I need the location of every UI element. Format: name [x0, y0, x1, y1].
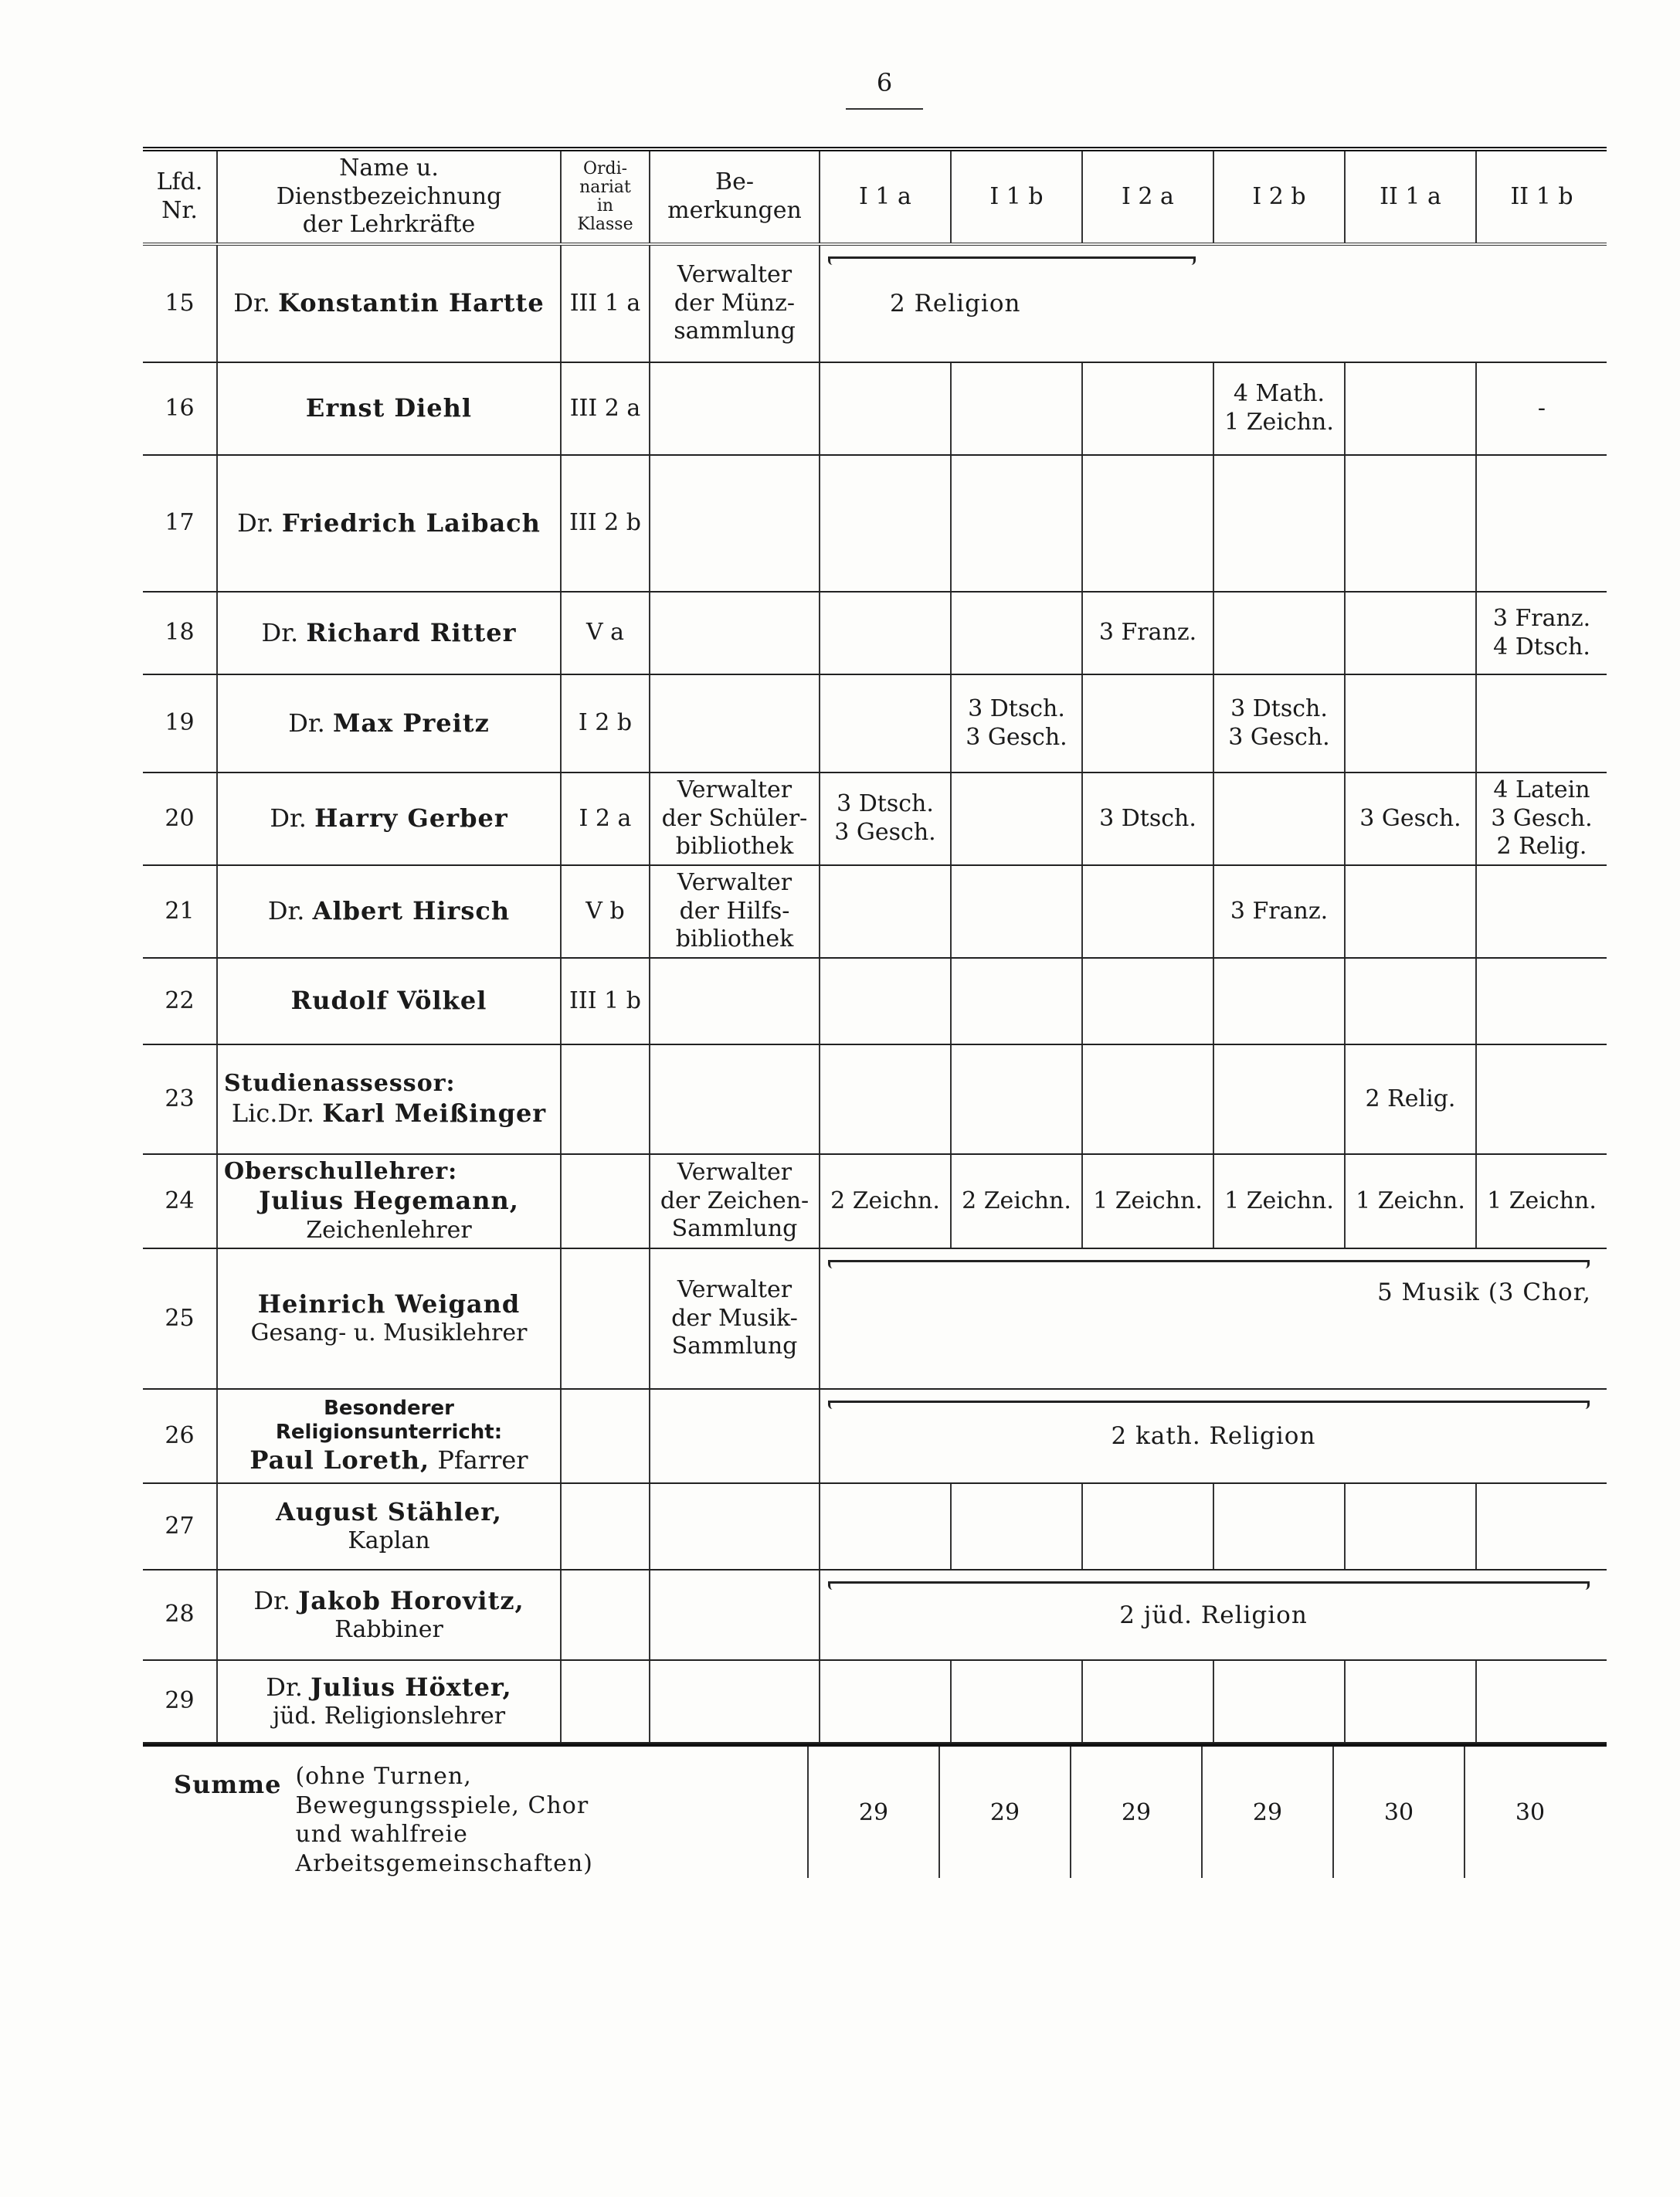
teacher-category: Oberschullehrer:	[224, 1157, 458, 1185]
row-number: 25	[165, 1304, 195, 1332]
table-row	[143, 1661, 1607, 1744]
class-hours-cell	[1475, 593, 1607, 674]
class-hours-cell	[1475, 1661, 1607, 1742]
header-class-6: II 1 b	[1475, 151, 1607, 243]
bemerkung-cell	[649, 246, 819, 362]
class-hours-cell	[819, 363, 950, 454]
teacher-name-cell	[216, 1045, 560, 1153]
summe-note-line1: (ohne Turnen, Bewegungsspiele, Chor	[295, 1763, 589, 1819]
ordinariat-klasse	[560, 1045, 649, 1153]
class-hours-cell	[819, 1045, 950, 1153]
teacher-name-prefix: Dr.	[267, 896, 305, 926]
class-hours-cell	[1475, 456, 1607, 591]
teacher-name-line	[266, 1672, 511, 1703]
brace-line	[828, 256, 1196, 265]
teacher-name: Jakob Horovitz,	[298, 1585, 524, 1615]
class-hours-line: 4 Math.	[1233, 380, 1325, 408]
bemerkung-cell	[649, 593, 819, 674]
class-hours-cell	[1081, 1155, 1213, 1248]
class-hours-line: 3 Gesch.	[966, 723, 1067, 751]
class-hours-cell	[950, 1484, 1081, 1569]
class-hours-cell	[1081, 363, 1213, 454]
ordinariat-klasse: V b	[560, 866, 649, 957]
class-hours-cell	[1081, 456, 1213, 591]
class-hours-cell	[819, 773, 950, 864]
teacher-name-cell	[216, 959, 560, 1044]
class-hours-cell	[950, 773, 1081, 864]
header-name-line1: Name u. Dienstbezeichnung	[276, 155, 502, 210]
class-hours-line: 3 Franz.	[1492, 604, 1591, 632]
class-hours-cell	[1344, 593, 1475, 674]
row-number: 18	[165, 619, 195, 647]
table-row	[143, 959, 1607, 1045]
bemerkung-line: Sammlung	[671, 1333, 798, 1360]
teacher-name-line	[253, 1586, 524, 1616]
ordinariat-klasse: III 1 a	[560, 246, 649, 362]
merged-class-span	[819, 246, 1607, 362]
ordinariat-klasse: I 2 a	[560, 773, 649, 864]
class-hours-line: 2 Zeichn.	[962, 1187, 1071, 1214]
ordinariat-klasse: V a	[560, 593, 649, 674]
teacher-name-line	[270, 803, 507, 834]
table-row	[143, 773, 1607, 866]
teacher-assignment-table	[143, 147, 1607, 1877]
table-row	[143, 456, 1607, 593]
teacher-name: Paul Loreth,	[249, 1445, 430, 1475]
class-hours-cell	[1344, 866, 1475, 957]
class-hours-cell	[819, 593, 950, 674]
bemerkung-cell	[649, 1570, 819, 1659]
table-header-row	[143, 151, 1607, 246]
bemerkung-cell	[649, 866, 819, 957]
bemerkung-line: bibliothek	[675, 925, 794, 953]
class-hours-line: 1 Zeichn.	[1487, 1187, 1597, 1214]
class-hours-line: 1 Zeichn.	[1224, 409, 1334, 436]
teacher-name-line	[237, 508, 541, 538]
class-hours-cell	[1213, 1045, 1344, 1153]
teacher-category: Studienassessor:	[224, 1070, 456, 1098]
table-row	[143, 675, 1607, 773]
class-hours-line: 3 Dtsch.	[968, 694, 1065, 722]
class-hours-line: 3 Gesch.	[1228, 723, 1330, 751]
row-number: 16	[165, 394, 195, 422]
teacher-name-cell	[216, 675, 560, 772]
table-row	[143, 1570, 1607, 1661]
teacher-name: August Stähler,	[276, 1497, 502, 1527]
class-hours-cell	[1213, 959, 1344, 1044]
header-name	[216, 151, 560, 243]
merged-span-text: 2 kath. Religion	[1111, 1422, 1316, 1450]
class-hours-line: 3 Franz.	[1230, 897, 1329, 925]
class-hours-cell	[1213, 866, 1344, 957]
class-hours-cell	[950, 1155, 1081, 1248]
bemerkung-line: der Schüler-	[661, 804, 808, 832]
page-number: 6	[876, 68, 893, 97]
class-hours-cell	[1213, 1661, 1344, 1742]
teacher-name-line	[291, 986, 487, 1016]
bemerkung-cell	[649, 1249, 819, 1388]
header-class-1: I 1 a	[819, 151, 950, 243]
bemerkung-cell	[649, 363, 819, 454]
teacher-name-cell	[216, 1570, 560, 1659]
table-body	[143, 246, 1607, 1744]
table-row	[143, 1249, 1607, 1390]
class-hours-cell	[819, 959, 950, 1044]
class-hours-line: 3 Gesch.	[834, 819, 936, 846]
teacher-name-cell	[216, 1249, 560, 1388]
class-hours-cell	[1344, 1045, 1475, 1153]
class-hours-line: 4 Dtsch.	[1493, 633, 1590, 660]
class-hours-cell	[1081, 1045, 1213, 1153]
class-hours-line: 1 Zeichn.	[1093, 1187, 1203, 1214]
class-hours-cell	[819, 1661, 950, 1742]
summe-note	[295, 1762, 637, 1878]
class-hours-cell	[950, 363, 1081, 454]
teacher-name-prefix: Lic.Dr.	[231, 1098, 315, 1128]
row-number: 21	[165, 897, 195, 925]
teacher-name-cell	[216, 1155, 560, 1248]
row-number: 26	[165, 1421, 195, 1449]
class-hours-cell	[1344, 363, 1475, 454]
teacher-name-cell	[216, 1661, 560, 1742]
teacher-name: Karl Meißinger	[322, 1098, 547, 1128]
ordinariat-klasse	[560, 1570, 649, 1659]
teacher-name-prefix: Dr.	[266, 1672, 303, 1702]
class-hours-cell	[1081, 959, 1213, 1044]
merged-class-span	[819, 1570, 1607, 1659]
teacher-name-cell	[216, 246, 560, 362]
class-hours-line: 3 Dtsch.	[837, 790, 934, 818]
class-hours-cell	[1081, 1484, 1213, 1569]
header-ordinariat-line4: Klasse	[577, 215, 633, 235]
bemerkung-cell	[649, 1045, 819, 1153]
class-hours-cell	[1475, 1155, 1607, 1248]
bemerkung-cell	[649, 456, 819, 591]
summe-row	[143, 1744, 1607, 1877]
header-bemerkungen	[649, 151, 819, 243]
bemerkung-line: der Zeichen-	[660, 1187, 809, 1214]
teacher-name-line	[262, 618, 517, 648]
teacher-name: Friedrich Laibach	[281, 508, 541, 538]
class-hours-cell	[950, 675, 1081, 772]
class-hours-cell	[819, 675, 950, 772]
teacher-name-line	[232, 1098, 546, 1129]
class-hours-cell	[1344, 675, 1475, 772]
header-ordinariat-line1: Ordi-	[582, 158, 628, 178]
class-hours-line: 3 Franz.	[1098, 619, 1197, 647]
bemerkung-cell	[649, 1390, 819, 1482]
teacher-name: Richard Ritter	[306, 617, 517, 647]
header-ordinariat-line3: in	[596, 196, 614, 216]
teacher-name: Harry Gerber	[314, 803, 508, 834]
row-number: 23	[165, 1085, 195, 1112]
class-hours-line: 3 Dtsch.	[1230, 694, 1328, 722]
class-hours-cell	[1344, 959, 1475, 1044]
class-hours-cell	[1475, 1484, 1607, 1569]
bemerkung-line: Verwalter	[677, 1159, 792, 1187]
merged-class-span	[819, 1249, 1607, 1388]
teacher-name-cell	[216, 1484, 560, 1569]
class-hours-cell	[1344, 773, 1475, 864]
teacher-title: Zeichenlehrer	[306, 1216, 472, 1244]
header-ordinariat	[560, 151, 649, 243]
bemerkung-cell	[649, 1484, 819, 1569]
class-hours-cell	[1081, 593, 1213, 674]
class-hours-line: 1 Zeichn.	[1224, 1187, 1334, 1214]
teacher-name: Rudolf Völkel	[290, 986, 487, 1016]
bemerkung-line: Verwalter	[677, 1276, 792, 1304]
merged-class-span	[819, 1390, 1607, 1482]
summe-note-line2: und wahlfreie Arbeitsgemeinschaften)	[295, 1821, 593, 1877]
row-number: 17	[165, 509, 195, 537]
header-bemerkungen-line2: merkungen	[667, 197, 802, 224]
bemerkung-line: der Münz-	[674, 289, 796, 317]
class-hours-cell	[1213, 363, 1344, 454]
teacher-name-cell	[216, 593, 560, 674]
class-hours-cell	[1475, 1045, 1607, 1153]
teacher-title: jüd. Religionslehrer	[272, 1702, 506, 1730]
header-bemerkungen-line1: Be-	[715, 168, 754, 196]
teacher-name: Albert Hirsch	[312, 896, 511, 926]
summe-label: Summe	[174, 1770, 282, 1799]
summe-value: 30	[1464, 1747, 1595, 1878]
class-hours-cell	[950, 1661, 1081, 1742]
ordinariat-klasse	[560, 1155, 649, 1248]
teacher-name-line	[233, 288, 544, 318]
summe-value: 29	[807, 1747, 938, 1878]
class-hours-cell	[1081, 675, 1213, 772]
ordinariat-klasse: III 1 b	[560, 959, 649, 1044]
ordinariat-klasse	[560, 1249, 649, 1388]
class-hours-cell	[950, 456, 1081, 591]
teacher-name-prefix: Dr.	[233, 288, 270, 318]
class-hours-cell	[1344, 1155, 1475, 1248]
page-number-rule	[846, 108, 923, 110]
bemerkung-cell	[649, 675, 819, 772]
teacher-title: Gesang- u. Musiklehrer	[250, 1319, 528, 1347]
teacher-name-line	[276, 1497, 502, 1527]
table-row	[143, 1390, 1607, 1484]
header-name-line2: der Lehrkräfte	[302, 211, 476, 239]
brace-line	[828, 1401, 1590, 1409]
bemerkung-line: der Hilfs-	[679, 897, 790, 925]
bemerkung-line: Verwalter	[677, 869, 792, 897]
class-hours-cell	[1213, 675, 1344, 772]
merged-span-text: 2 jüd. Religion	[1119, 1601, 1308, 1629]
header-class-2: I 1 b	[950, 151, 1081, 243]
class-hours-line: 2 Relig.	[1496, 833, 1587, 861]
header-lfd-label: Lfd.	[156, 168, 203, 196]
brace-line	[828, 1260, 1590, 1268]
teacher-name-cell	[216, 456, 560, 591]
table-row	[143, 246, 1607, 363]
teacher-name-suffix: Pfarrer	[437, 1445, 528, 1475]
bemerkung-cell	[649, 773, 819, 864]
teacher-name-cell	[216, 866, 560, 957]
teacher-name-prefix: Dr.	[270, 803, 307, 834]
teacher-title: Rabbiner	[334, 1615, 443, 1643]
row-number: 19	[165, 709, 195, 737]
brace-line	[828, 1581, 1590, 1590]
class-hours-cell	[819, 456, 950, 591]
bemerkung-cell	[649, 1155, 819, 1248]
teacher-name: Ernst Diehl	[305, 393, 473, 423]
teacher-name-cell	[216, 1390, 560, 1482]
header-lfd-nr	[143, 151, 216, 243]
teacher-name: Max Preitz	[333, 708, 490, 738]
row-number: 20	[165, 804, 195, 832]
class-hours-cell	[1213, 593, 1344, 674]
class-hours-line: 3 Gesch.	[1491, 804, 1593, 832]
summe-value: 30	[1332, 1747, 1464, 1878]
merged-span-text: 5 Musik (3 Chor,	[1376, 1278, 1591, 1306]
class-hours-cell	[1344, 456, 1475, 591]
summe-value: 29	[938, 1747, 1070, 1878]
class-hours-cell	[1213, 1484, 1344, 1569]
teacher-name: Julius Höxter,	[311, 1672, 512, 1702]
class-hours-cell	[1213, 1155, 1344, 1248]
class-hours-cell	[1475, 363, 1607, 454]
row-number: 27	[165, 1512, 195, 1540]
class-hours-cell	[819, 1484, 950, 1569]
class-hours-cell	[1213, 773, 1344, 864]
bemerkung-line: Verwalter	[677, 261, 792, 289]
teacher-name: Konstantin Hartte	[278, 288, 545, 318]
ordinariat-klasse	[560, 1484, 649, 1569]
table-row	[143, 593, 1607, 675]
teacher-name-line	[258, 1289, 521, 1319]
summe-value: 29	[1070, 1747, 1201, 1878]
teacher-name: Heinrich Weigand	[257, 1289, 521, 1319]
ordinariat-klasse: III 2 b	[560, 456, 649, 591]
teacher-name-line	[249, 1445, 528, 1475]
row-number: 22	[165, 986, 195, 1014]
class-hours-cell	[1475, 959, 1607, 1044]
bemerkung-line: Sammlung	[671, 1215, 798, 1243]
class-hours-cell	[1081, 773, 1213, 864]
table-row	[143, 866, 1607, 959]
teacher-name-prefix: Dr.	[237, 508, 274, 538]
row-number: 29	[165, 1687, 195, 1715]
class-hours-line: 2 Relig.	[1365, 1085, 1456, 1112]
bemerkung-line: der Musik-	[671, 1304, 798, 1332]
class-hours-line: -	[1537, 394, 1546, 422]
class-hours-line: 2 Zeichn.	[830, 1187, 940, 1214]
class-hours-cell	[819, 1155, 950, 1248]
bemerkung-cell	[649, 959, 819, 1044]
header-ordinariat-line2: nariat	[579, 177, 631, 197]
summe-empty	[637, 1747, 807, 1878]
class-hours-cell	[1475, 675, 1607, 772]
row-number: 24	[165, 1187, 195, 1214]
teacher-name-prefix: Dr.	[261, 617, 299, 647]
ordinariat-klasse	[560, 1661, 649, 1742]
header-class-5: II 1 a	[1344, 151, 1475, 243]
class-hours-line: 1 Zeichn.	[1356, 1187, 1465, 1214]
class-hours-cell	[1081, 1661, 1213, 1742]
header-nr-label: Nr.	[161, 197, 198, 224]
class-hours-line: 4 Latein	[1493, 776, 1590, 804]
teacher-category: Besonderer Religionsunterricht:	[275, 1396, 503, 1445]
merged-span-text: 2 Religion	[890, 290, 1021, 317]
row-number: 28	[165, 1601, 195, 1628]
class-hours-cell	[1344, 1661, 1475, 1742]
class-hours-cell	[1213, 456, 1344, 591]
summe-value: 29	[1201, 1747, 1332, 1878]
class-hours-cell	[819, 866, 950, 957]
bemerkung-line: sammlung	[674, 317, 796, 345]
ordinariat-klasse	[560, 1390, 649, 1482]
row-number: 15	[165, 289, 195, 317]
summe-label-cell	[143, 1747, 637, 1878]
class-hours-cell	[1344, 1484, 1475, 1569]
teacher-name-line	[306, 393, 472, 423]
class-hours-cell	[950, 959, 1081, 1044]
class-hours-line: 3 Gesch.	[1359, 804, 1461, 832]
teacher-name: Julius Hegemann,	[259, 1186, 519, 1216]
bemerkung-line: Verwalter	[677, 776, 792, 804]
class-hours-cell	[950, 866, 1081, 957]
table-row	[143, 1155, 1607, 1249]
class-hours-cell	[1475, 866, 1607, 957]
bemerkung-line: bibliothek	[675, 833, 794, 861]
header-class-3: I 2 a	[1081, 151, 1213, 243]
teacher-name-line	[259, 1186, 519, 1216]
class-hours-cell	[950, 1045, 1081, 1153]
teacher-name-cell	[216, 363, 560, 454]
teacher-name-line	[288, 708, 490, 739]
header-class-4: I 2 b	[1213, 151, 1344, 243]
table-row	[143, 363, 1607, 456]
teacher-name-prefix: Dr.	[253, 1585, 290, 1615]
teacher-name-line	[268, 896, 510, 926]
teacher-name-prefix: Dr.	[288, 708, 325, 738]
ordinariat-klasse: I 2 b	[560, 675, 649, 772]
teacher-name-cell	[216, 773, 560, 864]
class-hours-cell	[1081, 866, 1213, 957]
class-hours-cell	[950, 593, 1081, 674]
table-row	[143, 1484, 1607, 1570]
ordinariat-klasse: III 2 a	[560, 363, 649, 454]
teacher-title: Kaplan	[348, 1527, 430, 1555]
table-row	[143, 1045, 1607, 1155]
bemerkung-cell	[649, 1661, 819, 1742]
class-hours-line: 3 Dtsch.	[1099, 804, 1196, 832]
class-hours-cell	[1475, 773, 1607, 864]
